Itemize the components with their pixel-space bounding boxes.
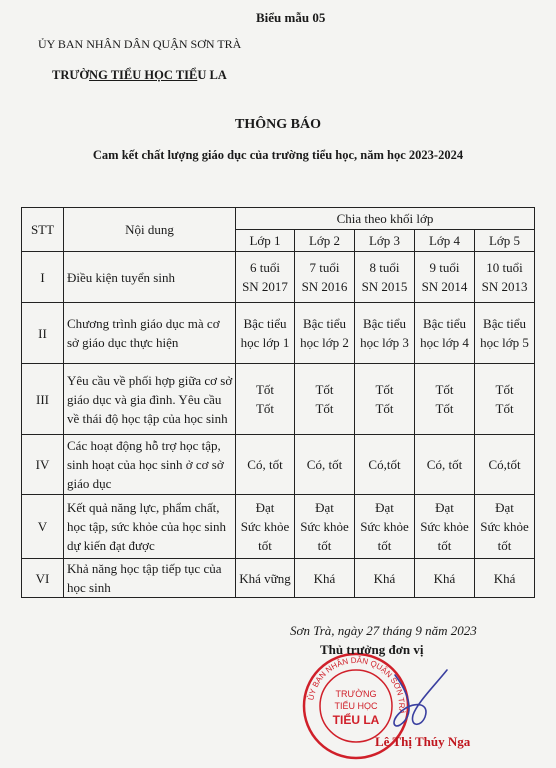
ministry-name: ỦY BAN NHÂN DÂN QUẬN SƠN TRÀ bbox=[38, 37, 242, 51]
header-grade-1: Lớp 1 bbox=[236, 230, 295, 252]
grade-cell bbox=[415, 559, 475, 598]
signature bbox=[355, 665, 455, 735]
grade-cell bbox=[475, 252, 535, 303]
table-row bbox=[22, 559, 535, 598]
commitment-table bbox=[21, 207, 535, 598]
grade-cell bbox=[295, 435, 355, 495]
grade-cell-line: Đạt bbox=[315, 500, 334, 515]
row-content: Yêu cầu về phối hợp giữa cơ sở giáo dục và gia đình. Yêu cầu về thái độ học tập của học sinh bbox=[64, 364, 236, 435]
signer-name: Lê Thị Thúy Nga bbox=[375, 734, 471, 749]
row-stt: II bbox=[22, 303, 64, 364]
grade-cell-line: Đạt bbox=[435, 500, 454, 515]
grade-cell-line: Khá bbox=[373, 570, 396, 586]
table-row bbox=[22, 303, 535, 364]
grade-cell-line: SN 2013 bbox=[481, 279, 528, 294]
header-content: Nội dung bbox=[64, 208, 236, 252]
header-grade-2: Lớp 2 bbox=[295, 230, 355, 252]
grade-cell-line: Khá vững bbox=[239, 570, 291, 586]
seal-ring-text-path: ỦY BAN NHÂN DÂN QUẬN SƠN TRÀ bbox=[306, 655, 407, 715]
table-row bbox=[22, 495, 535, 559]
grade-cell-line: Tốt bbox=[315, 401, 334, 416]
grade-cell-line: Khá bbox=[493, 570, 516, 586]
grade-cell-line: tốt bbox=[437, 538, 452, 553]
grade-cell bbox=[236, 364, 295, 435]
grade-cell bbox=[355, 559, 415, 598]
school-name-part: TRƯỜ bbox=[52, 68, 90, 82]
grade-cell bbox=[355, 252, 415, 303]
grade-cell-line: Bậc tiểu bbox=[423, 316, 466, 331]
grade-cell bbox=[355, 495, 415, 559]
grade-cell-line: Có,tốt bbox=[368, 457, 401, 472]
header-grade-5: Lớp 5 bbox=[475, 230, 535, 252]
grade-cell-line: Tốt bbox=[255, 401, 275, 416]
grade-cell-line: Tốt bbox=[435, 382, 454, 397]
grade-cell bbox=[415, 303, 475, 364]
grade-cell-line: học lớp 4 bbox=[420, 335, 469, 350]
table-body bbox=[22, 252, 535, 598]
grade-cell-line: Tốt bbox=[315, 382, 334, 397]
grade-cell bbox=[415, 252, 475, 303]
form-number: Biểu mẫu 05 bbox=[256, 10, 326, 25]
grade-cell bbox=[475, 559, 535, 598]
grade-cell-line: Khá bbox=[433, 570, 456, 586]
grade-cell bbox=[236, 252, 295, 303]
row-stt: IV bbox=[22, 435, 64, 495]
grade-cell-line: Tốt bbox=[435, 401, 454, 416]
grade-cell bbox=[295, 252, 355, 303]
grade-cell-line: Sức khỏe bbox=[240, 519, 290, 534]
school-name-part: U LA bbox=[197, 68, 227, 82]
grade-cell-line: SN 2014 bbox=[421, 279, 468, 294]
grade-cell-line: Bậc tiểu bbox=[363, 316, 406, 331]
table-row bbox=[22, 435, 535, 495]
grade-cell-line: SN 2016 bbox=[301, 279, 348, 294]
grade-cell-line: SN 2015 bbox=[361, 279, 408, 294]
school-name bbox=[52, 68, 227, 83]
header-grade-4: Lớp 4 bbox=[415, 230, 475, 252]
grade-cell-line: 7 tuổi bbox=[309, 260, 340, 275]
row-content: Các hoạt động hỗ trợ học tập, sinh hoạt của học sinh ở cơ sở giáo dục bbox=[64, 435, 236, 495]
row-content: Chương trình giáo dục mà cơ sở giáo dục thực hiện bbox=[64, 303, 236, 364]
grade-cell bbox=[475, 495, 535, 559]
grade-cell-line: tốt bbox=[497, 538, 512, 553]
grade-cell bbox=[236, 303, 295, 364]
grade-cell bbox=[355, 303, 415, 364]
grade-cell bbox=[295, 303, 355, 364]
grade-cell-line: 9 tuổi bbox=[429, 260, 460, 275]
row-content: Khả năng học tập tiếp tục của học sinh bbox=[64, 559, 236, 598]
table-row bbox=[22, 252, 535, 303]
grade-cell bbox=[415, 495, 475, 559]
grade-cell bbox=[295, 559, 355, 598]
grade-cell-line: Có, tốt bbox=[247, 457, 283, 472]
grade-cell-line: tốt bbox=[258, 538, 272, 553]
grade-cell-line: Có,tốt bbox=[488, 457, 521, 472]
grade-cell-line: 8 tuổi bbox=[369, 260, 400, 275]
grade-cell-line: Tốt bbox=[495, 382, 514, 397]
grade-cell-line: tốt bbox=[317, 538, 332, 553]
grade-cell-line: Tốt bbox=[375, 382, 394, 397]
grade-cell bbox=[475, 435, 535, 495]
grade-cell-line: Tốt bbox=[375, 401, 394, 416]
row-content: Kết quả năng lực, phẩm chất, học tập, sức khỏe của học sinh dự kiến đạt được bbox=[64, 495, 236, 559]
grade-cell-line: SN 2017 bbox=[242, 279, 288, 294]
school-name-underlined: NG TIỂU HỌC TIỂ bbox=[89, 68, 198, 82]
grade-cell-line: Có, tốt bbox=[426, 457, 463, 472]
grade-cell bbox=[295, 495, 355, 559]
grade-cell-line: học lớp 5 bbox=[480, 335, 529, 350]
grade-cell-line: học lớp 2 bbox=[300, 335, 349, 350]
grade-cell-line: Bậc tiểu bbox=[243, 316, 287, 331]
grade-cell-line: học lớp 3 bbox=[360, 335, 409, 350]
grade-cell-line: học lớp 1 bbox=[240, 335, 290, 350]
grade-cell-line: Tốt bbox=[255, 382, 275, 397]
grade-cell bbox=[475, 364, 535, 435]
grade-cell-line: Tốt bbox=[495, 401, 514, 416]
grade-cell-line: Đạt bbox=[375, 500, 394, 515]
grade-cell-line: Sức khỏe bbox=[360, 519, 409, 534]
grade-cell bbox=[236, 495, 295, 559]
head-title: Thủ trưởng đơn vị bbox=[320, 642, 424, 657]
grade-cell-line: Đạt bbox=[255, 500, 275, 515]
grade-cell bbox=[236, 559, 295, 598]
row-stt: VI bbox=[22, 559, 64, 598]
grade-cell bbox=[475, 303, 535, 364]
header-grade-3: Lớp 3 bbox=[355, 230, 415, 252]
grade-cell-line: tốt bbox=[377, 538, 392, 553]
signing-date: Sơn Trà, ngày 27 tháng 9 năm 2023 bbox=[290, 623, 477, 638]
grade-cell bbox=[295, 364, 355, 435]
row-stt: V bbox=[22, 495, 64, 559]
document-subtitle: Cam kết chất lượng giáo dục của trường tiểu học, năm học 2023-2024 bbox=[92, 148, 464, 162]
grade-cell-line: Bậc tiểu bbox=[483, 316, 527, 331]
grade-cell bbox=[236, 435, 295, 495]
grade-cell bbox=[355, 435, 415, 495]
row-content: Điều kiện tuyển sinh bbox=[64, 252, 236, 303]
header-stt: STT bbox=[22, 208, 64, 252]
row-stt: I bbox=[22, 252, 64, 303]
grade-cell-line: Sức khỏe bbox=[480, 519, 529, 534]
header-grade-group: Chia theo khối lớp bbox=[236, 208, 535, 230]
grade-cell bbox=[355, 364, 415, 435]
grade-cell-line: 6 tuổi bbox=[250, 260, 280, 275]
grade-cell-line: Khá bbox=[313, 570, 336, 586]
grade-cell-line: Sức khỏe bbox=[420, 519, 469, 534]
seal-line-3: TIỂU LA bbox=[332, 713, 380, 727]
seal-line-1: TRƯỜNG bbox=[335, 689, 377, 699]
row-stt: III bbox=[22, 364, 64, 435]
grade-cell bbox=[415, 364, 475, 435]
seal-line-2: TIỂU HỌC bbox=[334, 701, 378, 711]
grade-cell-line: Bậc tiểu bbox=[303, 316, 346, 331]
document-title: THÔNG BÁO bbox=[235, 117, 321, 132]
grade-cell-line: 10 tuổi bbox=[486, 260, 523, 275]
grade-cell bbox=[415, 435, 475, 495]
grade-cell-line: Sức khỏe bbox=[300, 519, 349, 534]
grade-cell-line: Đạt bbox=[495, 500, 514, 515]
table-row bbox=[22, 364, 535, 435]
grade-cell-line: Có, tốt bbox=[306, 457, 343, 472]
